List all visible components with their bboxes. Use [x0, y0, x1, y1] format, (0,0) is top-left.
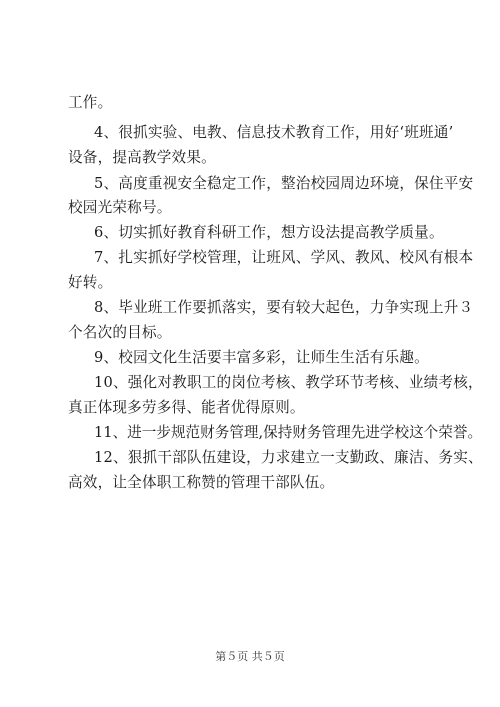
item-6: 6、切实抓好教育科研工作，想方设法提高教学质量。: [94, 224, 444, 241]
text-line: 工作。: [68, 94, 113, 111]
item-9: 9、校园文化生活要丰富多彩，让师生生活有乐趣。: [94, 349, 429, 366]
item-7-line-2: 好转。: [68, 274, 113, 291]
item-7-line-1: 7、扎实抓好学校管理，让班风、学风、教风、校风有根本: [94, 249, 474, 266]
item-12-line-1: 12、狠抓干部队伍建设，力求建立一支勤政、廉洁、务实、: [94, 449, 483, 466]
item-5-line-2: 校园光荣称号。: [68, 199, 172, 216]
page-footer: 第５页 共５页: [215, 650, 285, 663]
item-4-line-1: 4、很抓实验、电教、信息技术教育工作，用好‘班班通’: [94, 124, 454, 141]
item-5-line-1: 5、高度重视安全稳定工作，整治校园周边环境，保住平安: [94, 175, 474, 192]
item-10-line-1: 10、强化对教职工的岗位考核、教学环节考核、业绩考核，: [94, 374, 483, 391]
item-8-line-1: 8、毕业班工作要抓落实，要有较大起色，力争实现上升３: [94, 299, 474, 316]
item-12-line-2: 高效，让全体职工称赞的管理干部队伍。: [68, 474, 335, 491]
item-10-line-2: 真正体现多劳多得、能者优得原则。: [68, 399, 305, 416]
item-4-line-2: 设备，提高教学效果。: [68, 149, 216, 166]
item-8-line-2: 个名次的目标。: [68, 324, 172, 341]
item-11: 11、进一步规范财务管理,保持财务管理先进学校这个荣誉。: [94, 424, 483, 441]
